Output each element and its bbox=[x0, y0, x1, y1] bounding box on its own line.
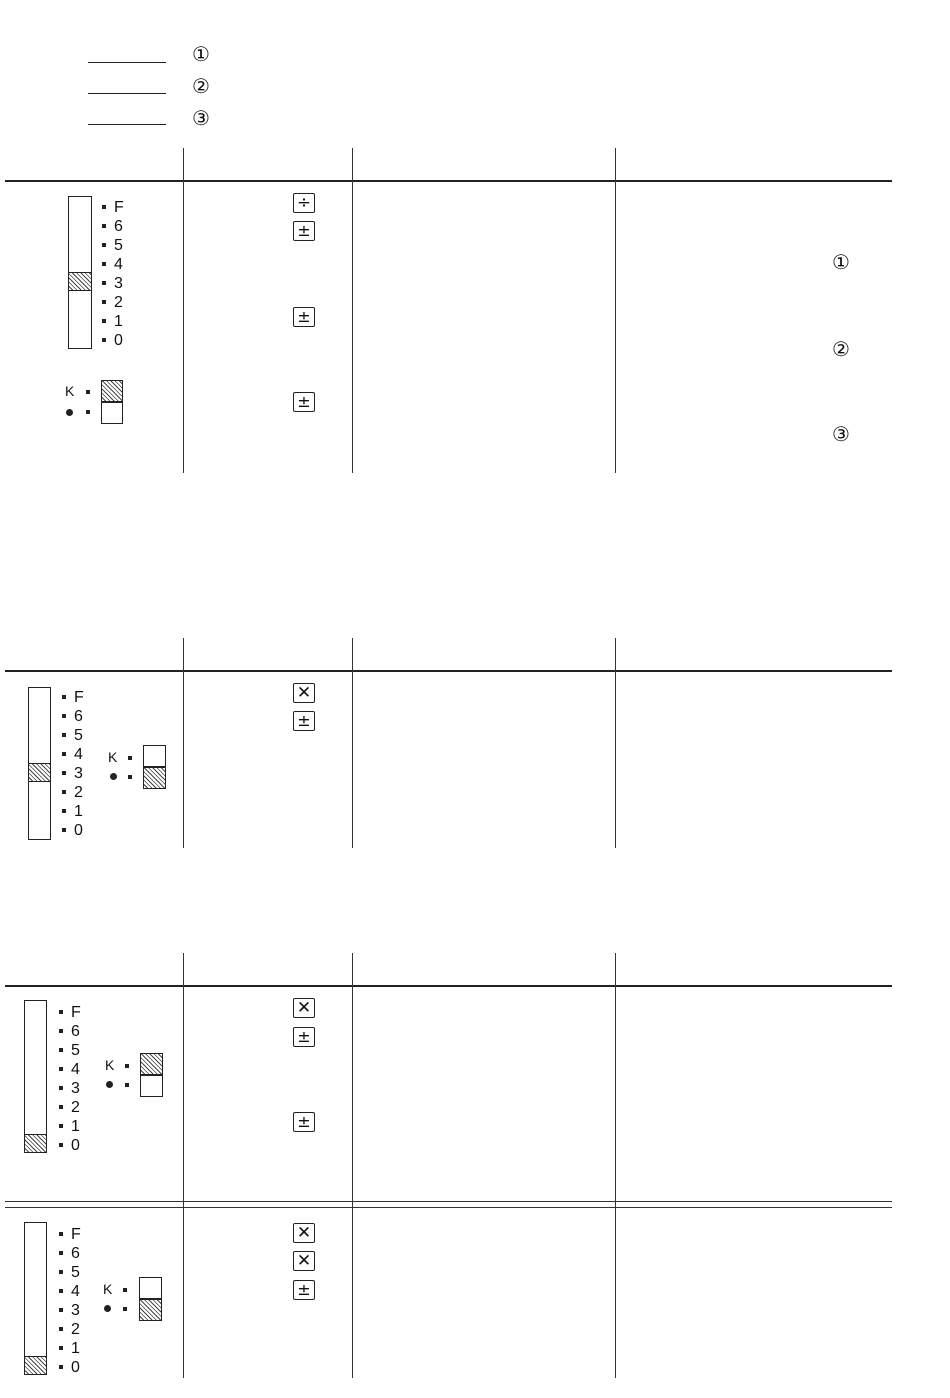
k-switch-position bbox=[143, 767, 166, 789]
result-mark-1: ① bbox=[832, 250, 850, 274]
dial-label: 3 bbox=[71, 1302, 80, 1319]
column-divider bbox=[352, 638, 353, 848]
dial-label: 4 bbox=[74, 746, 83, 763]
dial-label: 5 bbox=[71, 1042, 80, 1059]
dial-label: F bbox=[71, 1226, 81, 1243]
dial-label: 4 bbox=[114, 256, 123, 273]
decimal-dial-position bbox=[24, 1134, 47, 1153]
k-switch-position bbox=[101, 380, 123, 402]
dial-label: 0 bbox=[71, 1359, 80, 1376]
plus-minus-equals-key: ± bbox=[293, 1112, 315, 1132]
k-label: K bbox=[65, 383, 75, 399]
dial-label: 1 bbox=[71, 1340, 80, 1357]
result-mark-3: ③ bbox=[832, 422, 850, 446]
dial-label: 2 bbox=[71, 1321, 80, 1338]
dial-label: 5 bbox=[74, 727, 83, 744]
multiply-key: ✕ bbox=[293, 1223, 315, 1243]
dial-label: 1 bbox=[114, 313, 123, 330]
plus-minus-equals-key: ± bbox=[293, 1280, 315, 1300]
dial-label: 3 bbox=[71, 1080, 80, 1097]
column-divider bbox=[183, 148, 184, 473]
column-divider bbox=[183, 953, 184, 1378]
plus-minus-equals-key: ± bbox=[293, 711, 315, 731]
decimal-dial-position bbox=[68, 272, 92, 291]
dial-label: F bbox=[114, 199, 124, 216]
legend-line-1 bbox=[88, 62, 166, 63]
decimal-dial-track bbox=[24, 1222, 47, 1375]
legend-mark-3: ③ bbox=[192, 106, 210, 130]
column-divider bbox=[615, 638, 616, 848]
dial-label: 6 bbox=[71, 1023, 80, 1040]
k-label: K bbox=[108, 749, 118, 765]
dial-label: 1 bbox=[71, 1118, 80, 1135]
multiply-key: ✕ bbox=[293, 683, 315, 703]
table-header-rule bbox=[5, 985, 892, 987]
dial-label: 4 bbox=[71, 1283, 80, 1300]
k-switch-position bbox=[140, 1053, 163, 1075]
bullet-icon bbox=[66, 409, 73, 416]
dial-label: 0 bbox=[114, 332, 123, 349]
decimal-dial-track bbox=[24, 1000, 47, 1153]
k-switch-slot bbox=[143, 745, 166, 767]
k-label: K bbox=[105, 1057, 115, 1073]
dial-label: 6 bbox=[114, 218, 123, 235]
column-divider bbox=[615, 148, 616, 473]
dial-label: 3 bbox=[114, 275, 123, 292]
dial-label: 4 bbox=[71, 1061, 80, 1078]
bullet-icon bbox=[104, 1305, 111, 1312]
k-label: K bbox=[103, 1281, 113, 1297]
column-divider bbox=[183, 638, 184, 848]
plus-minus-equals-key: ± bbox=[293, 221, 315, 241]
k-switch-position bbox=[139, 1299, 162, 1321]
legend-line-3 bbox=[88, 124, 166, 125]
dial-label: 5 bbox=[114, 237, 123, 254]
plus-minus-equals-key: ± bbox=[293, 307, 315, 327]
multiply-key: ✕ bbox=[293, 1251, 315, 1271]
multiply-key: ✕ bbox=[293, 998, 315, 1018]
dial-label: 6 bbox=[74, 708, 83, 725]
legend-mark-1: ① bbox=[192, 42, 210, 66]
dial-label: 0 bbox=[74, 822, 83, 839]
table-header-rule bbox=[5, 180, 892, 182]
divide-key: ÷ bbox=[293, 193, 315, 213]
dial-label: 2 bbox=[74, 784, 83, 801]
legend-line-2 bbox=[88, 93, 166, 94]
row-separator bbox=[5, 1207, 892, 1208]
plus-minus-equals-key: ± bbox=[293, 1027, 315, 1047]
bullet-icon bbox=[110, 773, 117, 780]
plus-minus-equals-key: ± bbox=[293, 392, 315, 412]
dial-label: 1 bbox=[74, 803, 83, 820]
dial-label: 0 bbox=[71, 1137, 80, 1154]
decimal-dial-position bbox=[28, 763, 51, 782]
bullet-icon bbox=[106, 1081, 113, 1088]
dial-label: F bbox=[74, 689, 84, 706]
table-header-rule bbox=[5, 670, 892, 672]
dial-label: 6 bbox=[71, 1245, 80, 1262]
k-switch-slot bbox=[140, 1075, 163, 1097]
legend-mark-2: ② bbox=[192, 74, 210, 98]
dial-label: 5 bbox=[71, 1264, 80, 1281]
dial-label: F bbox=[71, 1004, 81, 1021]
dial-label: 2 bbox=[71, 1099, 80, 1116]
k-switch-slot bbox=[139, 1277, 162, 1299]
dial-label: 2 bbox=[114, 294, 123, 311]
column-divider bbox=[615, 953, 616, 1378]
result-mark-2: ② bbox=[832, 337, 850, 361]
dial-label: 3 bbox=[74, 765, 83, 782]
decimal-dial-position bbox=[24, 1356, 47, 1375]
k-switch-slot bbox=[101, 402, 123, 424]
column-divider bbox=[352, 148, 353, 473]
column-divider bbox=[352, 953, 353, 1378]
row-separator bbox=[5, 1201, 892, 1202]
